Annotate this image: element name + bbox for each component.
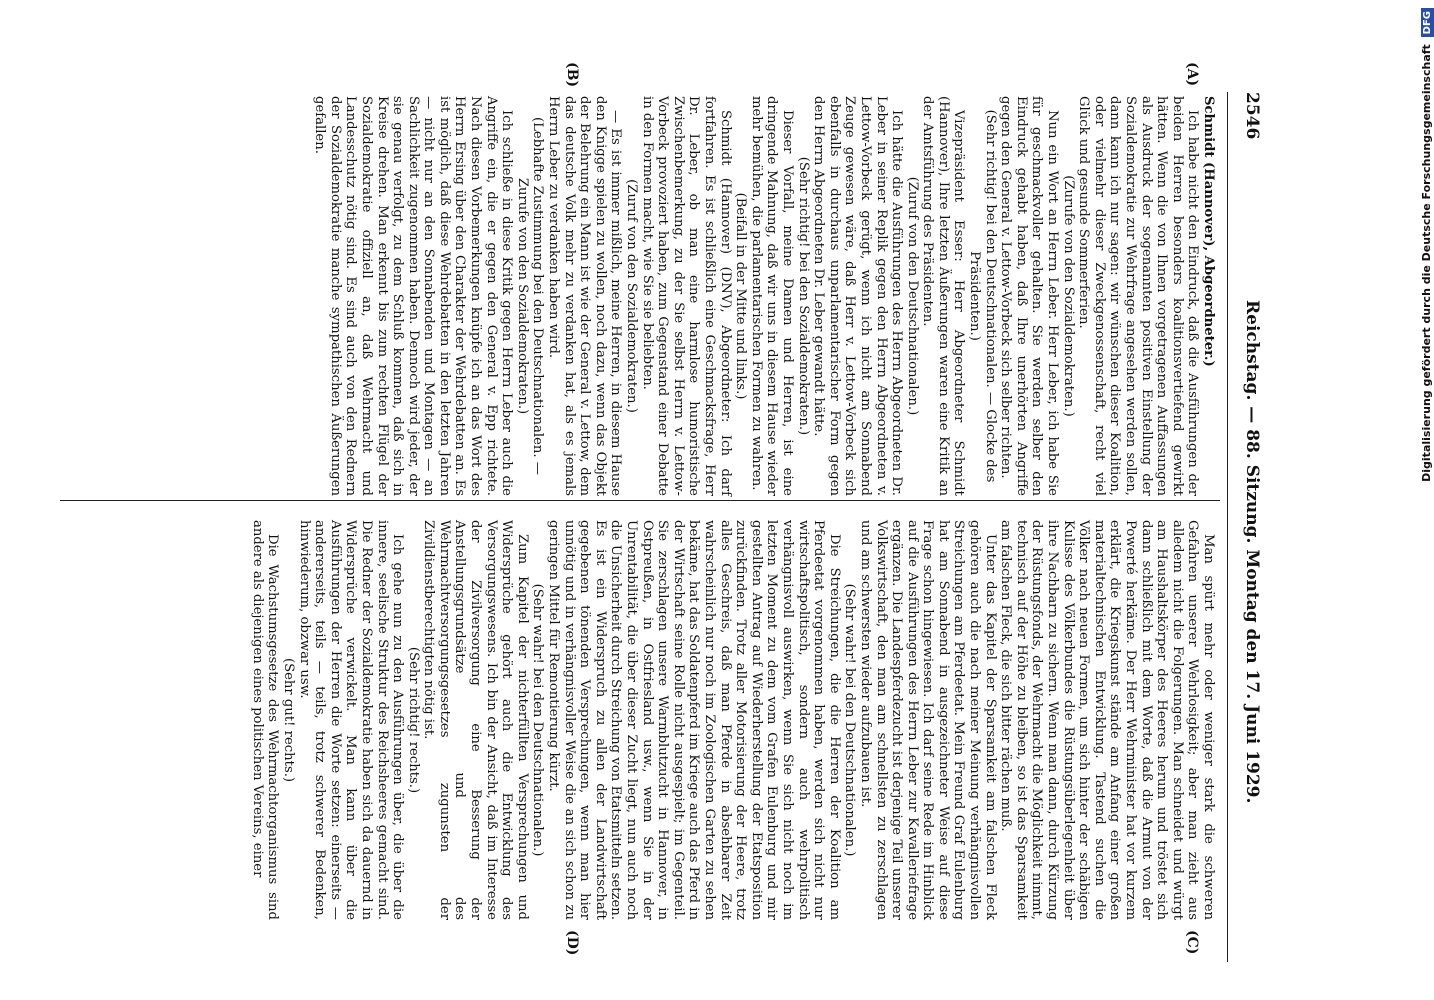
dfg-logo: DFG xyxy=(1421,8,1434,37)
right-column xyxy=(249,520,1216,920)
left-column xyxy=(312,96,1216,496)
interjection: (Beifall in der Mitte und links.) xyxy=(733,192,749,400)
interjection: (Sehr wahr! bei den Deutschnationalen.) xyxy=(842,583,858,857)
paragraph: Unter das Kapitel der Sparsamkeit am falschen Fleck gehören auch die nach meiner Meinung verhängnisvollen Streichungen am Pferdeetat. Mein Freund Graf Eulenburg hat am Sonnabend in ausgezeichneter Weise auf diese Frage schon hingewiesen. Ich darf seine Rede im Hinblick auf die Ausführungen des Herrn Leber zur Kavalleriefrage ergänzen. Die Landespferdezucht ist derjenige Teil unserer Volkswirtschaft, den man am schnellsten zu zerschlagen und am schwersten wieder aufzubauen ist. xyxy=(857,520,998,920)
paragraph: Zum Kapitel der nichterfüllten Versprechungen und Widersprüche gehört auch die Entwicklung des Versorgungswesens. Ich bin der Ansicht, daß im Interesse der Zivilversorgung eine Besserung der Anstellungsgrundsätze und des Wehrmachtversorgungsgesetzes zugunsten der Zivildienstberechtigten nötig ist. xyxy=(421,520,530,920)
margin-mark-b: (B) xyxy=(564,62,580,88)
paragraph: Die Streichungen, die die Herren der Koalition am Pferdeetat vorgenommen haben, werden sich nicht nur wirtschaftspolitisch, sondern auch wehrpolitisch verhängnisvoll auswirken, wenn Sie sich nicht noch im letzten Moment zu dem vom Grafen Eulenburg und mir gestellten Antrag auf Wiederherstellung der Etatsposition zurückfinden. Trotz aller Motorisierung der Heere, trotz alles Geschreis, daß man Pferde in absehbarer Zeit wahrscheinlich nur noch im Zoologischen Garten zu sehen bekäme, hat das Soldatenpferd im Kriege auch das Pferd in der Wirtschaft seine Rolle nicht ausgespielt; im Gegenteil. Sie zerschlagen unsere Warmblutzucht in Hannover, in Ostpreußen, in Ostfriesland usw., wenn Sie in der Unrentabilität, die über dieser Zucht liegt, nun auch noch die Unsicherheit durch Streichung von Etatsmitteln setzen. Es ist ein Widerspruch zu allen der Landwirtschaft gegebenen tönenden Versprechungen, wenn man hier unnötig und in verhängnisvoller Weise die an sich schon zu geringen Mittel für Remontierung kürzt. xyxy=(546,520,842,920)
interjection: (Zuruf von den Deutschnationalen.) xyxy=(904,176,920,416)
paragraph: Ich hätte die Ausführungen des Herrn Abgeordneten Dr. Leber in seiner Replik gegen den Herrn Abgeordneten v. Lettow-Vorbeck gerügt, wenn ich nicht am Sonnabend Zeuge gewesen wäre, daß Herr v. Lettow-Vorbeck sich ebenfalls in durchaus unparlamentarischer Form gegen den Herrn Abgeordneten Dr. Leber gewandt hätte. xyxy=(811,96,905,496)
funding-credit xyxy=(1416,0,1434,998)
interjection: (Sehr gut! rechts.) xyxy=(280,657,296,783)
interjection: (Lebhafte Zustimmung bei den Deutschnationalen. — Zurufe von den Sozialdemokraten.) xyxy=(514,117,546,475)
running-header xyxy=(1232,0,1262,1000)
credit-text: Digitalisierung gefördert durch die Deutsche Forschungsgemeinschaft xyxy=(1420,44,1433,482)
paragraph: Ich schließe in diese Kritik gegen Herrn Leber auch die Angriffe ein, die er gegen den General v. Epp richtete. Nach diesen Vorbemerkungen knüpfe ich an das Wort des Herrn Ersing über den Charakter der Wehrdebatten an. Es ist möglich, daß diese Wehrdebatten in den letzten Jahren — nicht nur an den Sonnabenden und Montagen — an Sachlichkeit zugenommen haben. Dennoch wird jeder, der sie genau verfolgt, zu dem Schluß kommen, daß sich in Kreise drehen. Man erkennt bis zum rechten Flügel der Sozialdemokratie offiziell an, daß Wehrmacht und Landesschutz nötig sind. Es sind auch von den Rednern der Sozialdemokratie manche sympathischen Äußerungen gefallen. xyxy=(312,96,515,496)
paragraph: Ich gehe nun zu den Ausführungen über, die über die innere, seelische Struktur des Reichsheeres gemacht sind. Die Redner der Sozialdemokratie haben sich da dauernd in Widersprüche verwickelt. Man kann über die Ausführungen der Herren die Worte setzen: einerseits — andererseits, teils — teils, trotz schwerer Bedenken, hinwiederum, obzwar usw. xyxy=(296,520,406,920)
interjection: (Sehr wahr! bei den Deutschnationalen.) xyxy=(530,583,546,857)
margin-mark-a: (A) xyxy=(1184,62,1200,87)
paragraph: Dieser Vorfall, meine Damen und Herren, ist eine dringende Mahnung, daß wir uns in diesem Hause wieder mehr bemühen, die parlamentarischen Formen zu wahren. xyxy=(748,96,795,496)
margin-mark-c: (C) xyxy=(1184,930,1200,955)
page-number: 2546 xyxy=(1242,92,1262,140)
speaker-line: Schmidt (Hannover), Abgeordneter.) xyxy=(1201,96,1216,367)
paragraph: Schmidt (Hannover) (DNV), Abgeordneter: Ich darf fortfahren. Es ist schließlich eine Geschmacksfrage, Herr Dr. Leber, ob man eine harmlose humoristische Zwischenbemerkung, zu der Sie selbst Herrn v. Lettow-Vorbeck provoziert haben, zum Gegenstand einer Debatte in den Formen macht, wie Sie sie beliebten. xyxy=(639,96,733,496)
funding-sidebar xyxy=(1412,8,1434,998)
paragraph: Man spürt mehr oder weniger stark die schweren Gefahren unserer Wehrlosigkeit; aber man zieht aus alledem nicht die Folgerungen. Man schneidet und würgt am Haushaltskörper des Heeres herum und tröstet sich dann schließlich mit dem Worte, daß die Armut von der Powerté herkäme. Der Herr Wehrminister hat vor kurzem erklärt, die Kriegskunst stände am Anfang einer großen materialtechnischen Entwicklung. Tastend suchen die Völker nach neuen Formen, um sich hinter der schäbigen Kulisse des Völkerbundes die Rüstungsüberlegenheit über ihre Nachbarn zu sichern. Wenn man dann, durch Kürzung der Rüstungsfonds, der Wehrmacht die Möglichkeit nimmt, technisch auf der Höhe zu bleiben, so ist das Sparsamkeit am falschen Fleck, die sich bitter rächen muß. xyxy=(998,520,1216,920)
interjection: (Sehr richtig! bei den Sozialdemokraten.) xyxy=(795,156,811,436)
interjection: (Zuruf von den Sozialdemokraten.) xyxy=(624,179,640,413)
margin-mark-d: (D) xyxy=(564,930,580,956)
paragraph: — Es ist immer mißlich, meine Herren, in diesem Hause den Knigge spielen zu wollen, noch dazu, wenn das Objekt der Belehrung ein Mann ist wie der General v. Lettow, dem das deutsche Volk mehr zu verdanken hat, als es jemals Herrn Leber zu verdanken haben wird. xyxy=(546,96,624,496)
paragraph: Nun ein Wort an Herrn Leber. Herr Leber, ich habe Sie für geschmackvoller gehalten. Sie werden selber den Eindruck gehabt haben, daß Ihre unerhörten Angriffe gegen den General v. Lettow-Vorbeck sich selber richten. xyxy=(998,96,1061,496)
column-divider xyxy=(60,500,1220,501)
paragraph: Ich habe nicht den Eindruck, daß die Ausführungen der beiden Herren besonders koalitionsvertiefend gewirkt hätten. Wenn die von Ihnen vorgetragenen Auffassungen als Ausdruck der sogenannten positiven Einstellung der Sozialdemokratie zur Wehrfrage angesehen werden sollen, dann kann ich nur sagen: wir wünschen dieser Koalition, oder vielmehr dieser Zweckgenossenschaft, recht viel Glück und gesunde Sommerferien. xyxy=(1076,96,1201,496)
interjection: (Zurufe von den Sozialdemokraten.) xyxy=(1060,175,1076,417)
header-title: Reichstag. — 88. Sitzung. Montag den 17. Juni 1929. xyxy=(1242,300,1262,804)
paragraph: Vizepräsident Esser: Herr Abgeordneter Schmidt (Hannover), Ihre letzten Äußerungen waren eine Kritik an der Amtsführung des Präsidenten. xyxy=(920,96,967,496)
paragraph: Die Wachstumsgesetze des Wehrmachtorganismus sind andere als diejenigen eines politischen Vereins, einer xyxy=(249,520,281,920)
interjection: (Sehr richtig! rechts.) xyxy=(405,646,421,794)
header-rule xyxy=(1227,92,1228,962)
interjection: (Sehr richtig! bei den Deutschnationalen. — Glocke des Präsidenten.) xyxy=(967,109,998,483)
